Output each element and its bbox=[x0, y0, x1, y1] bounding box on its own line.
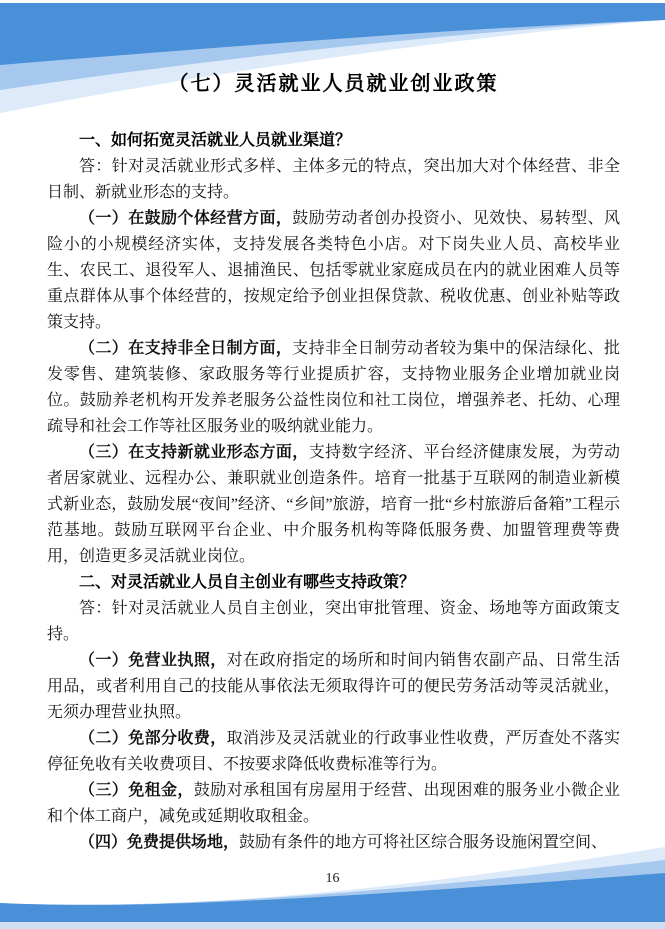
policy-item-1-1-lead: （一）在鼓励个体经营方面， bbox=[79, 210, 293, 227]
policy-item-2-1 bbox=[47, 648, 620, 726]
policy-item-2-3-text: 鼓励对承租国有房屋用于经营、出现困难的服务业小微企业和个体工商户，减免或延期收取租金。 bbox=[47, 782, 620, 825]
bottom-footer-strip bbox=[0, 922, 665, 929]
policy-item-2-2-text: 取消涉及灵活就业的行政事业性收费，严厉查处不落实停征免收有关收费项目、不按要求降低收费标准等行为。 bbox=[47, 730, 620, 773]
answer-paragraph-1: 答：针对灵活就业形式多样、主体多元的特点，突出加大对个体经营、非全日制、新就业形态的支持。 bbox=[47, 158, 620, 201]
question-heading-1: 一、如何拓宽灵活就业人员就业渠道？ bbox=[79, 132, 352, 149]
policy-item-1-3-text: 支持数字经济、平台经济健康发展，为劳动者居家就业、远程办公、兼职就业创造条件。培育一批基于互联网的制造业新模式新业态，鼓励发展“夜间”经济、“乡间”旅游，培育一批“乡村旅游后备箱”工程示范基地。鼓励互联网平台企业、中介服务机构等降低服务费、加盟管理费等费用，创造更多灵活就业岗位。 bbox=[47, 444, 620, 565]
policy-item-2-4-text: 鼓励有条件的地方可将社区综合服务设施闲置空间、 bbox=[239, 834, 608, 851]
policy-item-1-3 bbox=[47, 440, 620, 570]
policy-item-2-2 bbox=[47, 726, 620, 778]
policy-item-2-3-lead: （三）免租金， bbox=[79, 782, 194, 799]
policy-item-2-2-lead: （二）免部分收费， bbox=[79, 730, 227, 747]
policy-item-1-1-text: 鼓励劳动者创办投资小、见效快、易转型、风险小的小规模经济实体，支持发展各类特色小店。对下岗失业人员、高校毕业生、农民工、退役军人、退捕渔民、包括零就业家庭成员在内的就业困难人员等重点群体从事个体经营的，按规定给予创业担保贷款、税收优惠、创业补贴等政策支持。 bbox=[47, 210, 620, 331]
policy-item-1-2 bbox=[47, 336, 620, 440]
page-number: 16 bbox=[325, 871, 340, 886]
page-title: （七）灵活就业人员就业创业政策 bbox=[168, 73, 499, 95]
policy-item-2-3 bbox=[47, 778, 620, 830]
policy-item-1-2-text: 支持非全日制劳动者较为集中的保洁绿化、批发零售、建筑装修、家政服务等行业提质扩容，支持物业服务企业增加就业岗位。鼓励养老机构开发养老服务公益性岗位和社工岗位，增强养老、托幼、心理疏导和社会工作等社区服务业的吸纳就业能力。 bbox=[47, 340, 620, 435]
question-heading-2: 二、对灵活就业人员自主创业有哪些支持政策？ bbox=[79, 574, 416, 591]
policy-item-1-2-lead: （二）在支持非全日制方面， bbox=[79, 340, 293, 357]
document-content bbox=[47, 70, 620, 856]
policy-item-1-1 bbox=[47, 206, 620, 336]
policy-item-1-3-lead: （三）在支持新就业形态方面， bbox=[79, 444, 309, 461]
policy-item-2-1-lead: （一）免营业执照， bbox=[79, 652, 227, 669]
policy-item-2-4-lead: （四）免费提供场地， bbox=[79, 834, 240, 851]
policy-item-2-1-text: 对在政府指定的场所和时间内销售农副产品、日常生活用品，或者利用自己的技能从事依法无须取得许可的便民劳务活动等灵活就业，无须办理营业执照。 bbox=[47, 652, 620, 721]
answer-paragraph-2: 答：针对灵活就业人员自主创业，突出审批管理、资金、场地等方面政策支持。 bbox=[47, 600, 620, 643]
